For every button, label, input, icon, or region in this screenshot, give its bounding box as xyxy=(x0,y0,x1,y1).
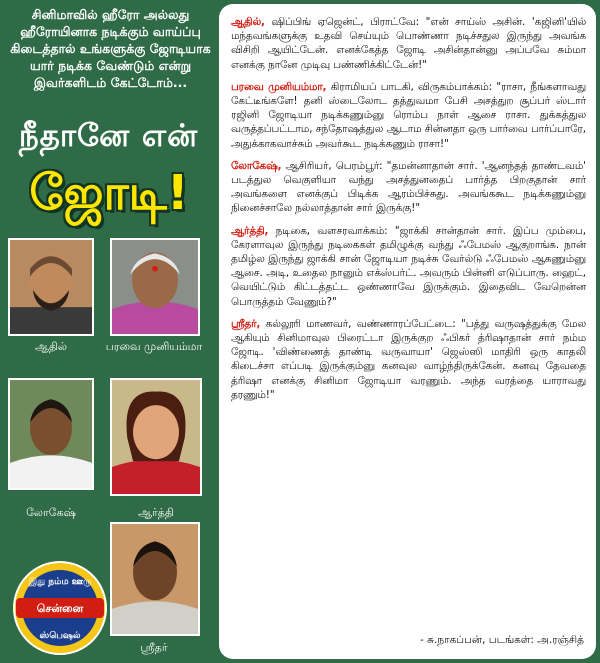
chennai-special-logo xyxy=(12,560,108,656)
title-line-2: ஜோடி! xyxy=(29,165,189,221)
intro-text: சினிமாவில் ஹீரோ அல்லது ஹீரோயினாக நடிக்கும் வாய்ப்பு கிடைத்தால் உங்களுக்கு ஜோடியாக யார் நடிக்க வேண்டும் என்று இவர்களிடம் கேட்டோம்... xyxy=(10,7,211,90)
entry-aarthi xyxy=(231,224,586,309)
entry-sridhar xyxy=(231,317,586,402)
photo-aadhil xyxy=(8,238,94,336)
entry-name: ஸ்ரீதர், xyxy=(231,317,261,330)
entry-name: ஆர்த்தி, xyxy=(231,224,269,237)
entry-aadhil xyxy=(231,15,586,72)
entry-lokesh xyxy=(231,159,586,216)
logo-middle-text: சென்னை xyxy=(36,602,84,615)
entry-muniyamma xyxy=(231,80,586,151)
entry-text: நடிகை, வளசரவாக்கம்: "ஜாக்கி சான்தான் சார். இப்ப மும்பை, கேரளாவுல இருந்து நடிகைகள் தமிழுக்கு வந்து ஃபேமஸ் ஆகுறாங்க. நான் தமிழ்ல இருந்து ஜாக்கி சான் ஜோடியா நடிச்சு வேர்ல்டு ஃபேமஸ் ஆகணும்னு ஆசை. அடி, உதைல நானும் எக்ஸ்பர்ட். அவரும் பின்னி எடுப்பாரு. ஹைட், வெயிட்டும் கிட்டத்தட்ட ஒண்ணாவே இருக்கும். இதைவிட வேறென்ன பொருத்தம் வேணும்?" xyxy=(231,224,586,308)
entry-name: ஆதில், xyxy=(231,16,265,28)
title-line-1: நீதானே என் xyxy=(18,118,199,154)
byline: - சு.நாகப்பன், படங்கள்: அ.ரஞ்சித் xyxy=(420,634,584,646)
quotes-panel xyxy=(219,4,596,659)
photo-aarthi xyxy=(110,378,202,496)
photo-muniyamma xyxy=(110,238,200,336)
entry-name: பரவை முனியம்மா, xyxy=(231,80,327,93)
left-column xyxy=(0,0,217,663)
caption-muniyamma: பரவை முனியம்மா xyxy=(105,340,203,353)
photo-sridhar xyxy=(110,522,200,636)
logo-top-text: இது நம்ம ஊரு xyxy=(28,577,92,587)
entry-text: கிராமியப் பாடகி, விருகம்பாக்கம்: "ராசா, நீங்களாவது கேட்டீங்களே! தனி ஸ்டைலோட தத்துவமா பேசி அசத்துற சூப்பர் ஸ்டார் ரஜினி ஜோடியா நடிக்கணும்னு ரொம்ப நாள் ஆசை ராசா. துக்கத்துல வருத்தப்பட்டாம, சந்தோஷத்துல ஆடாம சின்னதா ஒரு பார்வை பார்ப்பாரே, அதுக்காகவாச்சும் அவர்கூட நடிக்கணும் ராசா!" xyxy=(231,80,587,150)
caption-aarthi: ஆர்த்தி xyxy=(138,506,174,519)
caption-sridhar: ஸ்ரீதர் xyxy=(140,641,168,654)
entry-text: கல்லூரி மாணவர், வண்ணாரப்பேட்டை: "பத்து வருஷத்துக்கு மேல ஆகியும் சினிமாவுல பிரைட்டா இருக்குற ஃபிகர் த்ரிஷாதான் சார் நம்ம ஜோடி. 'விண்ணைத் தாண்டி வருவாயா' ஜெஸ்ஸி மாதிரி ஒரு காதலி கிடைச்சா எப்படி இருக்கும்னு கனவுல வாழ்ந்திருக்கேன். கனவு தேவதை த்ரிஷா எனக்கு சினிமா ஜோடியா வரணும். அந்த வரத்தை யாராவது தரணும்!" xyxy=(231,317,586,401)
entry-name: லோகேஷ், xyxy=(231,159,282,172)
photo-lokesh xyxy=(8,378,94,490)
caption-lokesh: லோகேஷ் xyxy=(26,506,76,519)
caption-aadhil: ஆதில் xyxy=(34,340,68,353)
entry-text: ஷிப்பிங் ஏஜென்ட், பிராட்வே: "என் சாய்ஸ் அசின். 'கஜினி'யில் மந்தவங்களுக்கு உதவி செய்யும் பொண்ணா நடிச்சதுல இருந்து அவங்க விசிறி ஆயிட்டேன். எனக்கேத்த ஜோடி அசின்தான்னு அப்பவே சும்மா எனக்கு நானே முடிவு பண்ணிக்கிட்டேன்!" xyxy=(231,16,586,71)
logo-bottom-text: ஸ்பெஷல் xyxy=(39,631,81,641)
entry-text: ஆசிரியர், பெரம்பூர்: "தமன்னாதான் சார். 'ஆனந்தத் தாண்டவம்' படத்துல வெகுளியா வந்து அசத்துனதைப் பார்த்த பிறகுதான் சார் அவங்களை எனக்குப் பிடிக்க ஆரம்பிச்சுது. அவங்ககூட நடிக்கணும்னு நினைச்சாலே நல்லாத்தான் சார் இருக்கு!" xyxy=(231,159,586,215)
